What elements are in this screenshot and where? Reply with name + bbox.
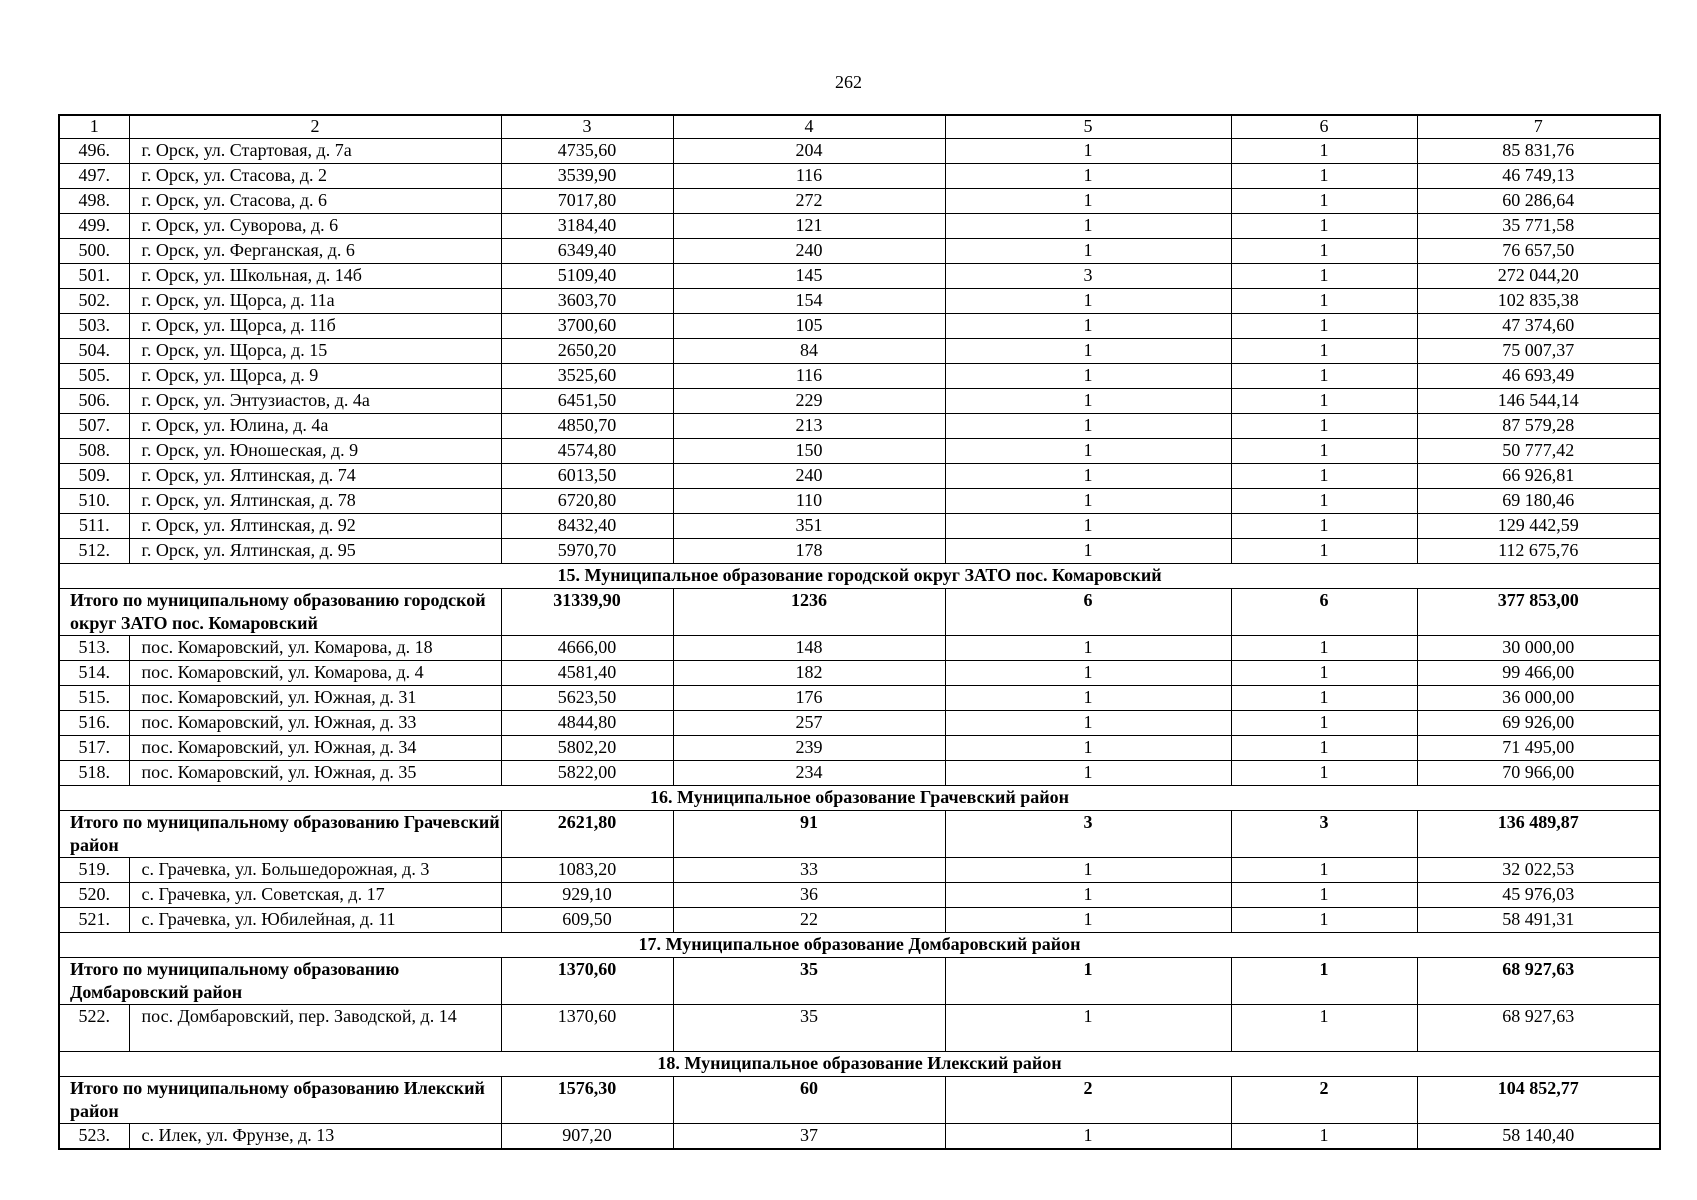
table-row [59,314,1660,339]
table-row [59,711,1660,736]
amount-cell: 99 466,00 [1417,661,1660,686]
section-title: 17. Муниципальное образование Домбаровский район [59,933,1660,958]
residents-cell: 36 [673,883,945,908]
count-cell: 1 [1231,514,1417,539]
area-cell: 5802,20 [501,736,673,761]
count-cell: 1 [1231,883,1417,908]
amount-cell: 76 657,50 [1417,239,1660,264]
count-cell: 1 [1231,736,1417,761]
row-number-cell: 515. [59,686,129,711]
address-cell: г. Орск, ул. Стартовая, д. 7а [129,139,501,164]
column-header: 7 [1417,115,1660,139]
subtotal-amount-cell: 136 489,87 [1417,811,1660,858]
table-row [59,264,1660,289]
row-number-cell: 513. [59,636,129,661]
amount-cell: 69 926,00 [1417,711,1660,736]
address-cell: г. Орск, ул. Стасова, д. 2 [129,164,501,189]
count-cell: 1 [945,139,1231,164]
table-row [59,139,1660,164]
count-cell: 1 [1231,239,1417,264]
table-row [59,686,1660,711]
row-number-cell: 505. [59,364,129,389]
address-cell: г. Орск, ул. Ялтинская, д. 78 [129,489,501,514]
address-cell: с. Грачевка, ул. Большедорожная, д. 3 [129,858,501,883]
address-cell: пос. Комаровский, ул. Южная, д. 31 [129,686,501,711]
amount-cell: 47 374,60 [1417,314,1660,339]
table-row [59,339,1660,364]
row-number-cell: 514. [59,661,129,686]
area-cell: 4574,80 [501,439,673,464]
address-cell: с. Грачевка, ул. Советская, д. 17 [129,883,501,908]
address-cell: г. Орск, ул. Щорса, д. 15 [129,339,501,364]
amount-cell: 112 675,76 [1417,539,1660,564]
count-cell: 1 [945,908,1231,933]
table-row [59,239,1660,264]
column-header: 4 [673,115,945,139]
table-row [59,858,1660,883]
table-row [59,883,1660,908]
count-cell: 1 [945,539,1231,564]
row-number-cell: 510. [59,489,129,514]
amount-cell: 35 771,58 [1417,214,1660,239]
subtotal-residents-cell: 1236 [673,589,945,636]
table-row [59,364,1660,389]
area-cell: 4666,00 [501,636,673,661]
subtotal-label: Итого по муниципальному образованию Илекский район [59,1077,501,1124]
count-cell: 1 [945,489,1231,514]
address-cell: г. Орск, ул. Энтузиастов, д. 4а [129,389,501,414]
residents-cell: 204 [673,139,945,164]
residents-cell: 35 [673,1005,945,1052]
count-cell: 1 [1231,189,1417,214]
address-cell: г. Орск, ул. Юлина, д. 4а [129,414,501,439]
row-number-cell: 501. [59,264,129,289]
row-number-cell: 506. [59,389,129,414]
area-cell: 6451,50 [501,389,673,414]
count-cell: 1 [945,289,1231,314]
area-cell: 5623,50 [501,686,673,711]
table-row [59,761,1660,786]
count-cell: 1 [1231,314,1417,339]
residents-cell: 240 [673,239,945,264]
count-cell: 1 [1231,339,1417,364]
count-cell: 1 [1231,686,1417,711]
count-cell: 1 [945,883,1231,908]
subtotal-amount-cell: 68 927,63 [1417,958,1660,1005]
area-cell: 4850,70 [501,414,673,439]
table-row [59,736,1660,761]
residents-cell: 257 [673,711,945,736]
amount-cell: 85 831,76 [1417,139,1660,164]
count-cell: 1 [945,661,1231,686]
residents-cell: 148 [673,636,945,661]
address-cell: с. Грачевка, ул. Юбилейная, д. 11 [129,908,501,933]
column-header: 2 [129,115,501,139]
row-number-cell: 508. [59,439,129,464]
count-cell: 1 [945,439,1231,464]
subtotal-area-cell: 1576,30 [501,1077,673,1124]
area-cell: 1370,60 [501,1005,673,1052]
amount-cell: 70 966,00 [1417,761,1660,786]
table-row [59,414,1660,439]
column-header: 5 [945,115,1231,139]
residents-cell: 240 [673,464,945,489]
count-cell: 1 [945,761,1231,786]
count-cell: 1 [1231,1124,1417,1150]
amount-cell: 50 777,42 [1417,439,1660,464]
row-number-cell: 517. [59,736,129,761]
row-number-cell: 504. [59,339,129,364]
table-row [59,439,1660,464]
subtotal-residents-cell: 35 [673,958,945,1005]
count-cell: 1 [945,464,1231,489]
count-cell: 1 [945,1124,1231,1150]
amount-cell: 66 926,81 [1417,464,1660,489]
amount-cell: 36 000,00 [1417,686,1660,711]
address-cell: пос. Комаровский, ул. Комарова, д. 18 [129,636,501,661]
count-cell: 1 [1231,489,1417,514]
table-row [59,289,1660,314]
count-cell: 1 [945,389,1231,414]
count-cell: 1 [1231,139,1417,164]
row-number-cell: 520. [59,883,129,908]
column-header: 1 [59,115,129,139]
address-cell: с. Илек, ул. Фрунзе, д. 13 [129,1124,501,1150]
row-number-cell: 507. [59,414,129,439]
area-cell: 8432,40 [501,514,673,539]
area-cell: 6720,80 [501,489,673,514]
count-cell: 1 [945,164,1231,189]
residents-cell: 121 [673,214,945,239]
residents-cell: 110 [673,489,945,514]
residents-cell: 116 [673,364,945,389]
table-row [59,636,1660,661]
table-row [59,464,1660,489]
subtotal-label: Итого по муниципальному образованию Грачевский район [59,811,501,858]
address-cell: г. Орск, ул. Стасова, д. 6 [129,189,501,214]
section-heading-row [59,1052,1660,1077]
subtotal-count-cell: 3 [1231,811,1417,858]
count-cell: 1 [945,736,1231,761]
subtotal-label: Итого по муниципальному образованию Домбаровский район [59,958,501,1005]
subtotal-count-cell: 6 [1231,589,1417,636]
subtotal-count-cell: 2 [1231,1077,1417,1124]
row-number-cell: 516. [59,711,129,736]
address-cell: г. Орск, ул. Суворова, д. 6 [129,214,501,239]
address-cell: пос. Комаровский, ул. Южная, д. 33 [129,711,501,736]
section-heading-row [59,564,1660,589]
count-cell: 1 [1231,636,1417,661]
column-header: 6 [1231,115,1417,139]
address-cell: г. Орск, ул. Ялтинская, д. 74 [129,464,501,489]
count-cell: 1 [1231,389,1417,414]
row-number-cell: 500. [59,239,129,264]
area-cell: 3539,90 [501,164,673,189]
address-cell: г. Орск, ул. Ялтинская, д. 95 [129,539,501,564]
count-cell: 1 [1231,164,1417,189]
subtotal-residents-cell: 91 [673,811,945,858]
subtotal-area-cell: 2621,80 [501,811,673,858]
subtotal-area-cell: 31339,90 [501,589,673,636]
table-row [59,189,1660,214]
count-cell: 1 [1231,414,1417,439]
count-cell: 1 [1231,214,1417,239]
subtotal-count-cell: 1 [945,958,1231,1005]
area-cell: 3603,70 [501,289,673,314]
address-cell: г. Орск, ул. Школьная, д. 14б [129,264,501,289]
row-number-cell: 509. [59,464,129,489]
amount-cell: 46 693,49 [1417,364,1660,389]
subtotal-row [59,1077,1660,1124]
residents-cell: 22 [673,908,945,933]
count-cell: 1 [1231,364,1417,389]
residents-cell: 229 [673,389,945,414]
section-title: 16. Муниципальное образование Грачевский район [59,786,1660,811]
table-row [59,164,1660,189]
count-cell: 1 [945,189,1231,214]
page-number: 262 [835,72,862,92]
row-number-cell: 498. [59,189,129,214]
row-number-cell: 523. [59,1124,129,1150]
area-cell: 5109,40 [501,264,673,289]
amount-cell: 272 044,20 [1417,264,1660,289]
address-cell: г. Орск, ул. Юношеская, д. 9 [129,439,501,464]
section-title: 18. Муниципальное образование Илекский район [59,1052,1660,1077]
address-cell: пос. Комаровский, ул. Южная, д. 34 [129,736,501,761]
address-cell: пос. Комаровский, ул. Южная, д. 35 [129,761,501,786]
subtotal-amount-cell: 104 852,77 [1417,1077,1660,1124]
amount-cell: 68 927,63 [1417,1005,1660,1052]
amount-cell: 129 442,59 [1417,514,1660,539]
residents-cell: 84 [673,339,945,364]
subtotal-count-cell: 2 [945,1077,1231,1124]
amount-cell: 102 835,38 [1417,289,1660,314]
residents-cell: 37 [673,1124,945,1150]
table-row [59,389,1660,414]
column-header: 3 [501,115,673,139]
amount-cell: 32 022,53 [1417,858,1660,883]
area-cell: 4735,60 [501,139,673,164]
amount-cell: 45 976,03 [1417,883,1660,908]
count-cell: 1 [945,339,1231,364]
area-cell: 609,50 [501,908,673,933]
residents-cell: 116 [673,164,945,189]
amount-cell: 71 495,00 [1417,736,1660,761]
table-row [59,214,1660,239]
residents-cell: 150 [673,439,945,464]
residents-cell: 213 [673,414,945,439]
subtotal-row [59,589,1660,636]
address-cell: пос. Комаровский, ул. Комарова, д. 4 [129,661,501,686]
subtotal-amount-cell: 377 853,00 [1417,589,1660,636]
amount-cell: 60 286,64 [1417,189,1660,214]
section-title: 15. Муниципальное образование городской округ ЗАТО пос. Комаровский [59,564,1660,589]
residents-cell: 154 [673,289,945,314]
subtotal-area-cell: 1370,60 [501,958,673,1005]
row-number-cell: 511. [59,514,129,539]
amount-cell: 146 544,14 [1417,389,1660,414]
residents-cell: 178 [673,539,945,564]
count-cell: 1 [945,858,1231,883]
table-row [59,661,1660,686]
count-cell: 1 [945,214,1231,239]
column-number-header-row [59,115,1660,139]
row-number-cell: 519. [59,858,129,883]
count-cell: 1 [945,686,1231,711]
table-row [59,514,1660,539]
amount-cell: 46 749,13 [1417,164,1660,189]
count-cell: 1 [945,711,1231,736]
count-cell: 1 [1231,289,1417,314]
count-cell: 1 [1231,711,1417,736]
count-cell: 3 [945,264,1231,289]
residents-cell: 33 [673,858,945,883]
table-row [59,539,1660,564]
subtotal-row [59,958,1660,1005]
subtotal-label: Итого по муниципальному образованию городской округ ЗАТО пос. Комаровский [59,589,501,636]
count-cell: 1 [945,514,1231,539]
row-number-cell: 497. [59,164,129,189]
row-number-cell: 496. [59,139,129,164]
section-heading-row [59,786,1660,811]
count-cell: 1 [1231,439,1417,464]
area-cell: 3700,60 [501,314,673,339]
area-cell: 1083,20 [501,858,673,883]
area-cell: 4581,40 [501,661,673,686]
residents-cell: 239 [673,736,945,761]
area-cell: 7017,80 [501,189,673,214]
count-cell: 1 [945,414,1231,439]
count-cell: 1 [1231,539,1417,564]
count-cell: 1 [945,239,1231,264]
address-cell: г. Орск, ул. Щорса, д. 11а [129,289,501,314]
amount-cell: 30 000,00 [1417,636,1660,661]
residents-cell: 145 [673,264,945,289]
area-cell: 6013,50 [501,464,673,489]
subtotal-residents-cell: 60 [673,1077,945,1124]
subtotal-row [59,811,1660,858]
area-cell: 907,20 [501,1124,673,1150]
area-cell: 929,10 [501,883,673,908]
row-number-cell: 522. [59,1005,129,1052]
address-cell: г. Орск, ул. Щорса, д. 11б [129,314,501,339]
area-cell: 3525,60 [501,364,673,389]
table-row [59,1124,1660,1150]
address-cell: г. Орск, ул. Ферганская, д. 6 [129,239,501,264]
count-cell: 1 [945,314,1231,339]
area-cell: 5970,70 [501,539,673,564]
residents-cell: 351 [673,514,945,539]
subtotal-count-cell: 3 [945,811,1231,858]
area-cell: 4844,80 [501,711,673,736]
table-row [59,908,1660,933]
residents-cell: 182 [673,661,945,686]
residents-cell: 176 [673,686,945,711]
amount-cell: 58 140,40 [1417,1124,1660,1150]
table-row [59,489,1660,514]
area-cell: 5822,00 [501,761,673,786]
area-cell: 6349,40 [501,239,673,264]
section-heading-row [59,933,1660,958]
amount-cell: 58 491,31 [1417,908,1660,933]
table-row [59,1005,1660,1052]
row-number-cell: 502. [59,289,129,314]
area-cell: 2650,20 [501,339,673,364]
count-cell: 1 [1231,858,1417,883]
count-cell: 1 [1231,1005,1417,1052]
count-cell: 1 [945,636,1231,661]
amount-cell: 87 579,28 [1417,414,1660,439]
residents-cell: 272 [673,189,945,214]
row-number-cell: 499. [59,214,129,239]
amount-cell: 75 007,37 [1417,339,1660,364]
subtotal-count-cell: 6 [945,589,1231,636]
residents-cell: 105 [673,314,945,339]
row-number-cell: 521. [59,908,129,933]
residents-cell: 234 [673,761,945,786]
count-cell: 1 [945,364,1231,389]
address-cell: г. Орск, ул. Щорса, д. 9 [129,364,501,389]
row-number-cell: 518. [59,761,129,786]
address-cell: пос. Домбаровский, пер. Заводской, д. 14 [129,1005,501,1052]
count-cell: 1 [1231,464,1417,489]
subtotal-count-cell: 1 [1231,958,1417,1005]
row-number-cell: 503. [59,314,129,339]
amount-cell: 69 180,46 [1417,489,1660,514]
count-cell: 1 [1231,661,1417,686]
area-cell: 3184,40 [501,214,673,239]
count-cell: 1 [1231,908,1417,933]
address-cell: г. Орск, ул. Ялтинская, д. 92 [129,514,501,539]
data-table [58,114,1661,1150]
count-cell: 1 [1231,264,1417,289]
row-number-cell: 512. [59,539,129,564]
count-cell: 1 [945,1005,1231,1052]
count-cell: 1 [1231,761,1417,786]
